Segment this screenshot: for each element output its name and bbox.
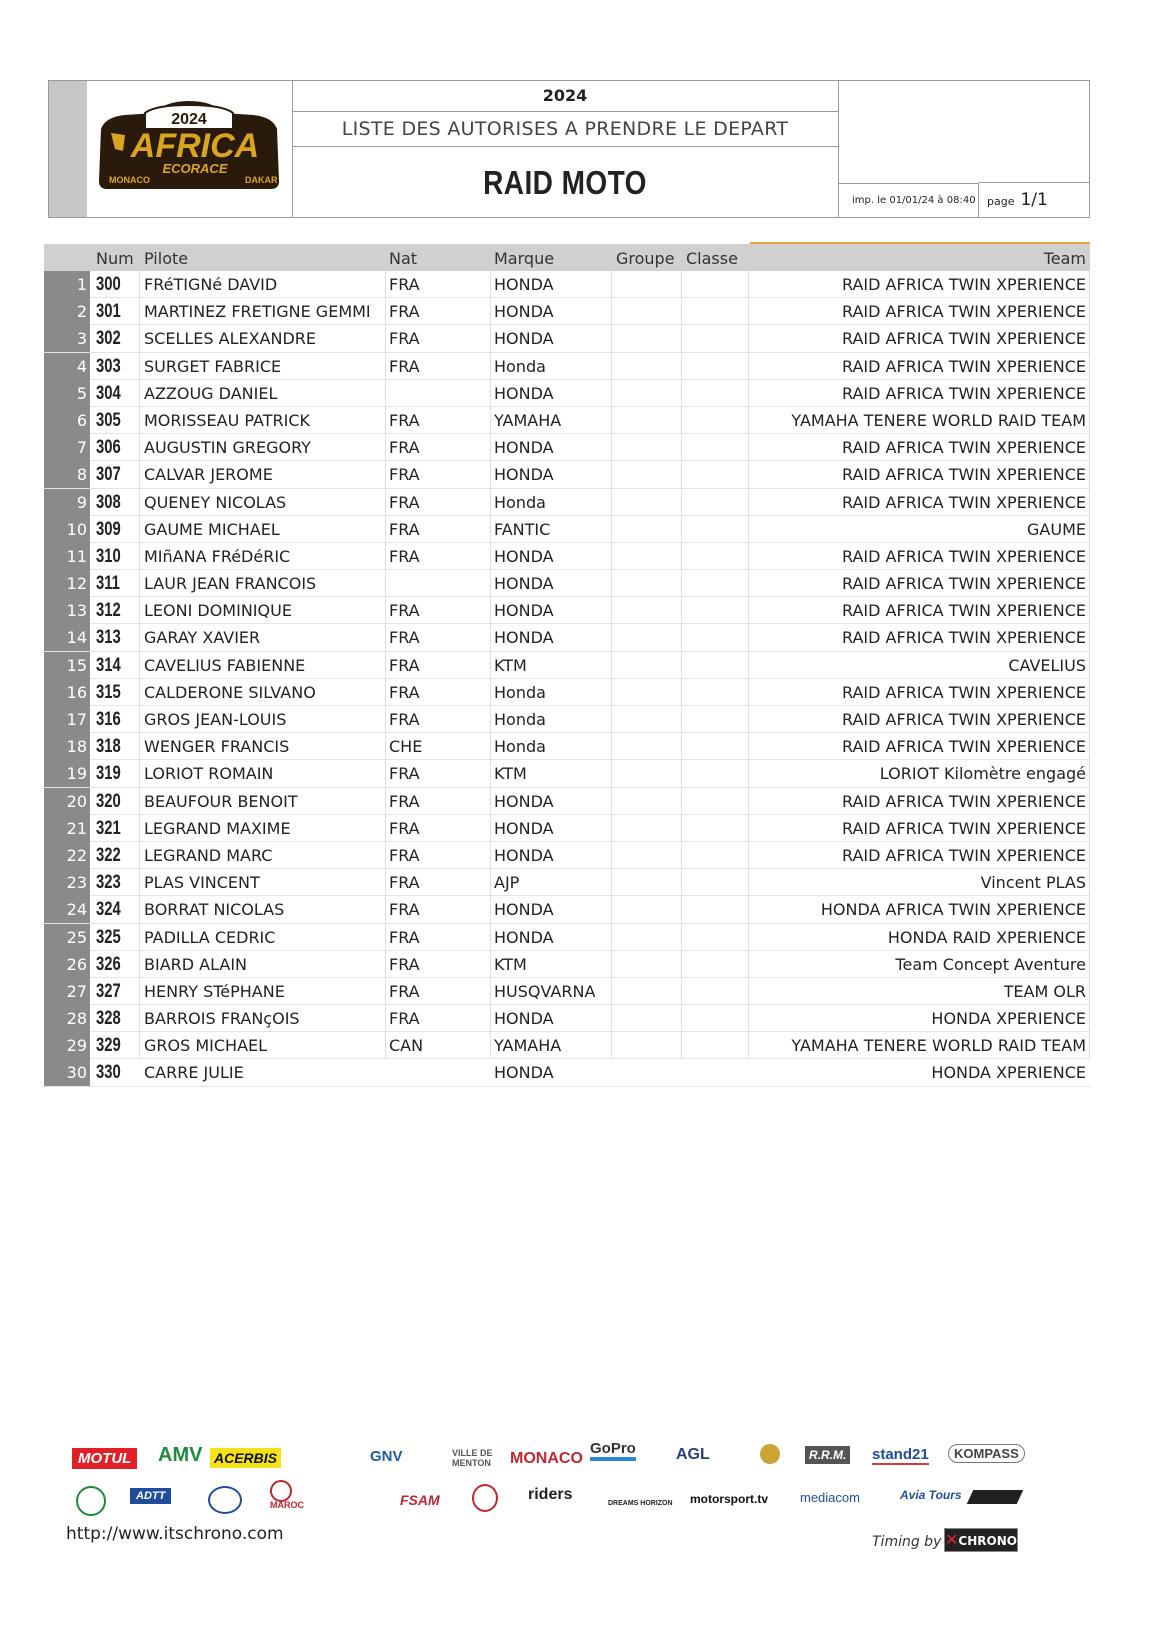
- pilot-name: LEGRAND MARC: [144, 845, 273, 865]
- rider-number: 318: [96, 736, 121, 758]
- rider-number: 305: [96, 409, 121, 431]
- row-index: 22: [44, 842, 90, 869]
- table-row: [44, 842, 1090, 869]
- rider-number: 311: [96, 573, 120, 595]
- brand: FANTIC: [494, 519, 551, 539]
- pilot-name: CALDERONE SILVANO: [144, 682, 316, 702]
- table-row: [44, 706, 1090, 733]
- rider-number: 323: [96, 872, 121, 894]
- pilot-name: PLAS VINCENT: [144, 873, 260, 893]
- team-name: RAID AFRICA TWIN XPERIENCE: [841, 737, 1086, 757]
- sponsor-logo: R.R.M.: [805, 1446, 850, 1464]
- team-name: RAID AFRICA TWIN XPERIENCE: [841, 302, 1086, 322]
- logo-word-ecorace: ECORACE: [162, 161, 228, 176]
- team-name: Vincent PLAS: [980, 873, 1086, 893]
- page-label: page: [987, 195, 1015, 208]
- table-row: [44, 353, 1090, 380]
- team-name: RAID AFRICA TWIN XPERIENCE: [841, 845, 1086, 865]
- row-index: 2: [44, 298, 90, 325]
- chrono-logo: [944, 1528, 1018, 1552]
- brand: HONDA: [494, 302, 554, 322]
- col-nat: Nat: [389, 249, 418, 268]
- row-index: 12: [44, 570, 90, 597]
- team-name: YAMAHA TENERE WORLD RAID TEAM: [791, 410, 1086, 430]
- pilot-name: BIARD ALAIN: [144, 954, 248, 974]
- header-gray-strip: [49, 81, 87, 217]
- table-row: [44, 978, 1090, 1005]
- team-name: RAID AFRICA TWIN XPERIENCE: [841, 791, 1086, 811]
- nationality: FRA: [389, 519, 420, 539]
- sponsor-logo: ACERBIS: [210, 1448, 281, 1468]
- table-row: [44, 380, 1090, 407]
- row-index: 17: [44, 706, 90, 733]
- brand: HONDA: [494, 818, 554, 838]
- col-divider: [681, 271, 682, 1058]
- pilot-name: SURGET FABRICE: [144, 356, 282, 376]
- nationality: FRA: [389, 546, 420, 566]
- col-divider: [748, 271, 749, 1058]
- rider-number: 320: [96, 790, 121, 812]
- row-index: 28: [44, 1005, 90, 1032]
- maroc-emblem-icon: [270, 1480, 292, 1502]
- team-name: RAID AFRICA TWIN XPERIENCE: [841, 682, 1086, 702]
- nationality: FRA: [389, 900, 420, 920]
- row-index: 30: [44, 1059, 90, 1086]
- table-row: [44, 1059, 1090, 1086]
- brand: HONDA: [494, 601, 554, 621]
- row-index: 9: [44, 489, 90, 516]
- sponsor-logo: Avia Tours: [900, 1488, 962, 1502]
- brand: HONDA: [494, 546, 554, 566]
- sponsor-logo: ADTT: [130, 1488, 171, 1504]
- brand: Honda: [494, 492, 546, 512]
- rider-number: 315: [96, 681, 121, 703]
- table-row: [44, 298, 1090, 325]
- row-index: 3: [44, 325, 90, 352]
- pilot-name: SCELLES ALEXANDRE: [144, 329, 317, 349]
- starters-table: [44, 244, 1090, 1087]
- pilot-name: AZZOUG DANIEL: [144, 383, 278, 403]
- chrono-label: CHRONO: [958, 1534, 1017, 1548]
- row-index: 4: [44, 353, 90, 380]
- bird-logo-icon: [967, 1490, 1024, 1504]
- rider-number: 310: [96, 545, 121, 567]
- nationality: FRA: [389, 356, 420, 376]
- nationality: FRA: [389, 302, 420, 322]
- site-url[interactable]: http://www.itschrono.com: [66, 1524, 284, 1544]
- col-divider: [1089, 271, 1090, 1058]
- rider-number: 324: [96, 899, 121, 921]
- brand: KTM: [494, 655, 527, 675]
- team-name: HONDA RAID XPERIENCE: [887, 927, 1086, 947]
- nationality: FRA: [389, 927, 420, 947]
- row-index: 18: [44, 733, 90, 760]
- table-row: [44, 815, 1090, 842]
- rider-number: 322: [96, 844, 121, 866]
- rider-number: 327: [96, 980, 121, 1002]
- table-row: [44, 461, 1090, 488]
- table-row: [44, 489, 1090, 516]
- rider-number: 319: [96, 763, 121, 785]
- row-index: 24: [44, 896, 90, 923]
- team-name: RAID AFRICA TWIN XPERIENCE: [841, 492, 1086, 512]
- pilot-name: FRéTIGNé DAVID: [144, 275, 278, 294]
- rider-number: 326: [96, 953, 121, 975]
- team-name: RAID AFRICA TWIN XPERIENCE: [841, 546, 1086, 566]
- africa-eco-race-logo: [95, 99, 283, 191]
- col-team: Team: [1043, 249, 1086, 268]
- nationality: CAN: [389, 1036, 424, 1056]
- nationality: FRA: [389, 492, 420, 512]
- rider-number: 316: [96, 709, 121, 730]
- pilot-name: MIñANA FRéDéRIC: [144, 546, 291, 566]
- row-index: 10: [44, 516, 90, 543]
- table-row: [44, 652, 1090, 679]
- pilot-name: BEAUFOUR BENOIT: [144, 791, 298, 811]
- sponsor-logo: AMV: [158, 1444, 203, 1466]
- nationality: FRA: [389, 818, 420, 838]
- sponsor-logo: KOMPASS: [948, 1444, 1025, 1463]
- team-name: RAID AFRICA TWIN XPERIENCE: [841, 329, 1086, 349]
- pilot-name: GROS MICHAEL: [144, 1036, 268, 1056]
- col-groupe: Groupe: [616, 249, 675, 268]
- nationality: FRA: [389, 1009, 420, 1029]
- pilot-name: HENRY STéPHANE: [144, 981, 285, 1001]
- brand: HONDA: [494, 1009, 554, 1029]
- team-name: YAMAHA TENERE WORLD RAID TEAM: [791, 1036, 1086, 1056]
- row-index: 8: [44, 461, 90, 488]
- medal-icon: [760, 1444, 780, 1464]
- brand: KTM: [494, 764, 527, 784]
- logo-cell: [87, 81, 293, 217]
- row-index: 29: [44, 1032, 90, 1059]
- federation-emblem-icon: [208, 1486, 242, 1514]
- rider-number: 325: [96, 926, 121, 948]
- team-name: RAID AFRICA TWIN XPERIENCE: [841, 710, 1086, 729]
- pilot-name: BARROIS FRANçOIS: [144, 1009, 300, 1029]
- x-icon: ✕: [945, 1530, 959, 1549]
- sponsors-strip: [70, 1440, 1070, 1535]
- brand: HONDA: [494, 275, 554, 294]
- table-row: [44, 597, 1090, 624]
- brand: HONDA: [494, 574, 554, 594]
- rider-number: 309: [96, 518, 121, 540]
- pilot-name: MORISSEAU PATRICK: [144, 410, 310, 430]
- team-name: RAID AFRICA TWIN XPERIENCE: [841, 601, 1086, 621]
- brand: YAMAHA: [494, 1036, 562, 1056]
- federation-emblem-icon: [76, 1486, 106, 1516]
- brand: HONDA: [494, 383, 554, 403]
- row-index: 13: [44, 597, 90, 624]
- brand: HONDA: [494, 927, 554, 947]
- sponsor-logo: GNV: [370, 1448, 403, 1465]
- crest-icon: [472, 1484, 498, 1512]
- team-name: RAID AFRICA TWIN XPERIENCE: [841, 438, 1086, 458]
- team-name: RAID AFRICA TWIN XPERIENCE: [841, 628, 1086, 648]
- sponsor-logo: AGL: [676, 1446, 710, 1463]
- nationality: FRA: [389, 954, 420, 974]
- brand: HONDA: [494, 465, 554, 485]
- row-index: 19: [44, 760, 90, 787]
- rider-number: 308: [96, 491, 121, 513]
- sponsor-logo: mediacom: [800, 1490, 860, 1505]
- table-row: [44, 407, 1090, 434]
- nationality: FRA: [389, 438, 420, 458]
- nationality: FRA: [389, 873, 420, 893]
- team-name: TEAM OLR: [1003, 981, 1086, 1001]
- pilot-name: LEGRAND MAXIME: [144, 818, 291, 838]
- brand: HONDA: [494, 438, 554, 458]
- col-marque: Marque: [494, 249, 555, 268]
- row-index: 11: [44, 543, 90, 570]
- brand: YAMAHA: [494, 410, 562, 430]
- nationality: FRA: [389, 981, 420, 1001]
- sponsor-logo: GoPro: [590, 1440, 636, 1461]
- brand: Honda: [494, 356, 546, 376]
- brand: AJP: [494, 873, 520, 893]
- pilot-name: CAVELIUS FABIENNE: [144, 655, 306, 675]
- table-row: [44, 733, 1090, 760]
- team-name: HONDA AFRICA TWIN XPERIENCE: [820, 900, 1086, 920]
- rider-number: 301: [96, 301, 121, 323]
- pilot-name: GAUME MICHAEL: [144, 519, 280, 539]
- brand: HONDA: [494, 791, 554, 811]
- table-row: [44, 1005, 1090, 1032]
- team-name: RAID AFRICA TWIN XPERIENCE: [841, 356, 1086, 376]
- table-row: [44, 951, 1090, 978]
- row-index: 15: [44, 652, 90, 679]
- table-row: [44, 760, 1090, 787]
- logo-year: 2024: [171, 111, 207, 128]
- sponsor-logo: riders: [528, 1486, 573, 1503]
- nationality: FRA: [389, 682, 420, 702]
- row-index: 1: [44, 271, 90, 298]
- rider-number: 302: [96, 328, 121, 350]
- sponsor-logo: MOTUL: [72, 1448, 137, 1469]
- brand: HONDA: [494, 628, 554, 648]
- row-index: 23: [44, 869, 90, 896]
- pilot-name: CARRE JULIE: [144, 1063, 244, 1083]
- sponsor-logo: motorsport.tv: [690, 1492, 768, 1506]
- logo-dakar: DAKAR: [245, 175, 278, 185]
- team-name: LORIOT Kilomètre engagé: [879, 764, 1086, 784]
- pilot-name: GARAY XAVIER: [144, 628, 261, 648]
- table-row: [44, 679, 1090, 706]
- row-index: 5: [44, 380, 90, 407]
- page-value: 1/1: [1020, 190, 1048, 210]
- rider-number: 306: [96, 437, 121, 459]
- col-pilote: Pilote: [144, 249, 189, 268]
- pilot-name: LEONI DOMINIQUE: [144, 601, 292, 621]
- team-name: HONDA XPERIENCE: [931, 1063, 1086, 1083]
- rider-number: 307: [96, 464, 121, 486]
- brand: HONDA: [494, 845, 554, 865]
- nationality: FRA: [389, 791, 420, 811]
- logo-monaco: MONACO: [109, 175, 150, 185]
- table-row: [44, 434, 1090, 461]
- team-name: HONDA XPERIENCE: [931, 1009, 1086, 1029]
- nationality: FRA: [389, 465, 420, 485]
- nationality: FRA: [389, 410, 420, 430]
- sponsor-logo: FSAM: [400, 1492, 440, 1508]
- brand: HONDA: [494, 900, 554, 920]
- brand: HONDA: [494, 329, 554, 349]
- rider-number: 330: [96, 1062, 121, 1084]
- row-index: 26: [44, 951, 90, 978]
- nationality: FRA: [389, 710, 420, 729]
- team-name: CAVELIUS: [1008, 655, 1086, 675]
- row-index: 7: [44, 434, 90, 461]
- brand: Honda: [494, 682, 546, 702]
- row-index: 16: [44, 679, 90, 706]
- row-index: 27: [44, 978, 90, 1005]
- logo-word-africa: AFRICA: [130, 127, 260, 165]
- rider-number: 328: [96, 1008, 121, 1030]
- row-index: 20: [44, 788, 90, 815]
- nationality: FRA: [389, 655, 420, 675]
- team-name: RAID AFRICA TWIN XPERIENCE: [841, 383, 1086, 403]
- header-subtitle: LISTE DES AUTORISES A PRENDRE LE DEPART: [292, 112, 838, 147]
- header-info-cell: [838, 81, 1089, 217]
- header-title-cell: [292, 81, 839, 217]
- header-year: 2024: [292, 81, 838, 112]
- sponsor-logo: MAROC: [270, 1500, 304, 1510]
- sponsor-logo: stand21: [872, 1446, 929, 1463]
- col-divider: [139, 271, 140, 1058]
- sponsor-logo: MONACO: [510, 1450, 583, 1467]
- col-divider: [611, 271, 612, 1058]
- timing-label: Timing by: [872, 1534, 942, 1550]
- table-row: [44, 543, 1090, 570]
- table-row: [44, 516, 1090, 543]
- row-index: 25: [44, 924, 90, 951]
- pilot-name: GROS JEAN-LOUIS: [144, 710, 287, 729]
- brand: Honda: [494, 710, 546, 729]
- nationality: FRA: [389, 764, 420, 784]
- table-row: [44, 869, 1090, 896]
- table-row: [44, 1032, 1090, 1059]
- col-classe: Classe: [686, 249, 738, 268]
- table-body: [44, 271, 1090, 1087]
- table-row: [44, 325, 1090, 352]
- pilot-name: LORIOT ROMAIN: [144, 764, 274, 784]
- rider-number: 313: [96, 627, 121, 649]
- nationality: FRA: [389, 845, 420, 865]
- team-name: RAID AFRICA TWIN XPERIENCE: [841, 465, 1086, 485]
- nationality: CHE: [389, 737, 423, 757]
- pilot-name: CALVAR JEROME: [144, 465, 273, 485]
- pilot-name: QUENEY NICOLAS: [144, 492, 287, 512]
- table-row: [44, 570, 1090, 597]
- pilot-name: BORRAT NICOLAS: [144, 900, 285, 920]
- rider-number: 303: [96, 355, 121, 377]
- document-header: [48, 80, 1090, 218]
- pilot-name: LAUR JEAN FRANCOIS: [144, 574, 317, 594]
- printed-date: imp. le 01/01/24 à 08:40: [838, 183, 979, 217]
- row-index: 14: [44, 624, 90, 651]
- nationality: FRA: [389, 329, 420, 349]
- pilot-name: WENGER FRANCIS: [144, 737, 290, 757]
- brand: HONDA: [494, 1063, 554, 1083]
- sponsor-logo: DREAMS HORIZON: [608, 1500, 673, 1507]
- nationality: FRA: [389, 601, 420, 621]
- team-name: GAUME: [1027, 519, 1086, 539]
- pilot-name: MARTINEZ FRETIGNE GEMMI: [144, 302, 371, 322]
- team-name: Team Concept Aventure: [895, 954, 1086, 974]
- rider-number: 312: [96, 600, 121, 622]
- header-title: RAID MOTO: [483, 164, 647, 201]
- table-row: [44, 624, 1090, 651]
- nationality: FRA: [389, 628, 420, 648]
- row-index: 21: [44, 815, 90, 842]
- table-header: [44, 244, 1090, 271]
- nationality: FRA: [389, 275, 420, 294]
- table-row: [44, 271, 1090, 298]
- rider-number: 300: [96, 274, 121, 295]
- page-indicator: [979, 182, 1089, 217]
- brand: Honda: [494, 737, 546, 757]
- team-name: RAID AFRICA TWIN XPERIENCE: [841, 818, 1086, 838]
- pilot-name: PADILLA CEDRIC: [144, 927, 276, 947]
- rider-number: 329: [96, 1035, 121, 1057]
- row-index: 6: [44, 407, 90, 434]
- pilot-name: AUGUSTIN GREGORY: [144, 438, 311, 458]
- col-divider: [490, 271, 491, 1058]
- rider-number: 304: [96, 382, 121, 404]
- table-row: [44, 924, 1090, 951]
- brand: HUSQVARNA: [494, 981, 596, 1001]
- team-name: RAID AFRICA TWIN XPERIENCE: [841, 574, 1086, 594]
- brand: KTM: [494, 954, 527, 974]
- col-divider: [385, 271, 386, 1058]
- table-row: [44, 896, 1090, 923]
- team-name: RAID AFRICA TWIN XPERIENCE: [841, 275, 1086, 294]
- sponsor-logo: VILLE DE MENTON: [452, 1448, 493, 1468]
- rider-number: 314: [96, 654, 121, 676]
- col-num: Num: [96, 249, 134, 268]
- rider-number: 321: [96, 817, 121, 839]
- table-row: [44, 788, 1090, 815]
